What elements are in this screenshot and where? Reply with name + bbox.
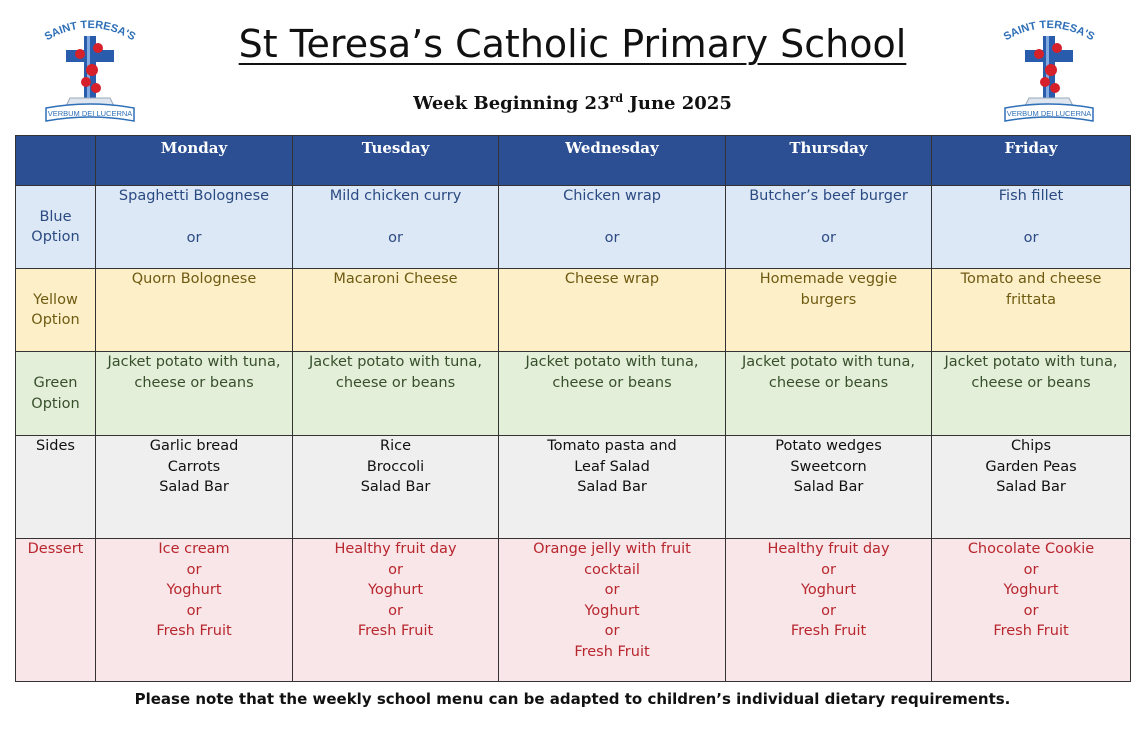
or-text: or bbox=[604, 623, 620, 639]
day-header: Tuesday bbox=[293, 136, 499, 186]
menu-cell bbox=[499, 269, 726, 352]
menu-cell bbox=[293, 539, 499, 682]
logo-motto-text: VERBUM DEI LUCERNA bbox=[47, 109, 133, 118]
dish: Tomato and cheese bbox=[960, 271, 1102, 287]
menu-cell bbox=[932, 352, 1131, 436]
row-label bbox=[16, 269, 96, 352]
dish: cheese or beans bbox=[552, 374, 672, 391]
dish: Mild chicken curry bbox=[329, 188, 462, 204]
menu-cell bbox=[726, 539, 932, 682]
logo-motto-text: VERBUM DEI LUCERNA bbox=[1006, 109, 1092, 118]
side-item: Salad Bar bbox=[996, 479, 1066, 495]
row-label-line: Option bbox=[31, 395, 80, 412]
row-label bbox=[16, 539, 96, 682]
dish: Spaghetti Bolognese bbox=[118, 188, 270, 204]
dessert-item: Yoghurt bbox=[166, 582, 222, 598]
row-label bbox=[16, 436, 96, 539]
row-label-line: Option bbox=[31, 229, 80, 245]
dish: cheese or beans bbox=[768, 374, 889, 391]
side-item: Salad Bar bbox=[793, 479, 864, 495]
logo-name-text: SAINT TERESA'S bbox=[42, 18, 138, 44]
side-item: Potato wedges bbox=[775, 438, 882, 454]
day-header: Monday bbox=[96, 136, 293, 186]
dish: Homemade veggie burgers bbox=[759, 271, 898, 308]
or-text: or bbox=[388, 602, 403, 619]
sides-row bbox=[16, 436, 1131, 539]
week-ordinal: rd bbox=[609, 92, 624, 105]
side-item: Salad Bar bbox=[159, 479, 229, 495]
row-label bbox=[16, 352, 96, 436]
side-item: Broccoli bbox=[366, 458, 425, 475]
day-header: Thursday bbox=[726, 136, 932, 186]
or-text: or bbox=[186, 561, 202, 578]
day-header-row bbox=[16, 136, 1131, 186]
dessert-item: Fresh Fruit bbox=[156, 623, 232, 639]
dessert-item: Orange jelly with fruit cocktail bbox=[533, 541, 691, 578]
menu-cell bbox=[932, 436, 1131, 539]
corner-cell bbox=[16, 136, 96, 186]
menu-table bbox=[15, 135, 1131, 682]
menu-cell bbox=[932, 269, 1131, 352]
row-label-line: Option bbox=[31, 312, 80, 328]
menu-cell bbox=[726, 269, 932, 352]
side-item: Rice bbox=[380, 438, 411, 454]
or-text: or bbox=[1023, 561, 1039, 578]
side-item: Leaf Salad bbox=[574, 458, 650, 475]
dish: Butcher’s beef burger bbox=[749, 188, 908, 204]
dessert-item: Fresh Fruit bbox=[357, 623, 434, 639]
side-item: Chips bbox=[1010, 438, 1052, 454]
dish: Jacket potato with tuna, bbox=[742, 354, 915, 370]
page-title bbox=[0, 22, 1145, 66]
week-heading bbox=[0, 92, 1145, 114]
or-text: or bbox=[821, 229, 836, 246]
menu-cell bbox=[293, 352, 499, 436]
or-text: or bbox=[1023, 602, 1039, 619]
menu-cell bbox=[726, 186, 932, 269]
row-label bbox=[16, 186, 96, 269]
green-option-row bbox=[16, 352, 1131, 436]
dish: Fish fillet bbox=[998, 188, 1064, 204]
row-label-line: Green bbox=[33, 375, 78, 391]
or-text: or bbox=[604, 582, 620, 598]
dietary-note: Please note that the weekly school menu can be adapted to children’s individual dietary requirements. bbox=[134, 690, 1011, 708]
day-header: Wednesday bbox=[499, 136, 726, 186]
week-prefix: Week Beginning 23 bbox=[413, 93, 610, 114]
week-suffix: June 2025 bbox=[623, 93, 732, 114]
or-text: or bbox=[388, 229, 403, 246]
menu-cell bbox=[932, 186, 1131, 269]
dessert-item: Chocolate Cookie bbox=[967, 541, 1095, 557]
or-text: or bbox=[388, 561, 403, 578]
dessert-item: Healthy fruit day bbox=[767, 541, 890, 557]
menu-cell bbox=[96, 352, 293, 436]
menu-cell bbox=[932, 539, 1131, 682]
or-text: or bbox=[821, 602, 836, 619]
dessert-item: Yoghurt bbox=[367, 582, 424, 598]
day-header: Friday bbox=[932, 136, 1131, 186]
row-label-line: Dessert bbox=[27, 541, 84, 557]
dessert-item: Yoghurt bbox=[584, 602, 640, 619]
or-text: or bbox=[1023, 229, 1039, 246]
or-text: or bbox=[186, 229, 202, 246]
menu-cell bbox=[726, 436, 932, 539]
side-item: Carrots bbox=[167, 458, 221, 475]
menu-cell bbox=[96, 186, 293, 269]
blue-option-row bbox=[16, 186, 1131, 269]
menu-cell bbox=[96, 269, 293, 352]
menu-cell bbox=[499, 352, 726, 436]
dish: Jacket potato with tuna, bbox=[309, 354, 482, 370]
side-item: Garlic bread bbox=[149, 438, 239, 454]
menu-cell bbox=[726, 352, 932, 436]
menu-cell bbox=[293, 186, 499, 269]
row-label-line: Yellow bbox=[33, 291, 78, 308]
dish: cheese or beans bbox=[134, 374, 254, 391]
row-label-line: Sides bbox=[36, 438, 75, 454]
dish: frittata bbox=[1006, 291, 1056, 308]
dessert-item: Fresh Fruit bbox=[993, 623, 1069, 639]
yellow-option-row bbox=[16, 269, 1131, 352]
dessert-item: Ice cream bbox=[158, 541, 230, 557]
or-text: or bbox=[821, 561, 836, 578]
menu-cell bbox=[293, 269, 499, 352]
dish: Quorn Bolognese bbox=[131, 271, 257, 287]
dish: Cheese wrap bbox=[564, 271, 660, 287]
side-item: Garden Peas bbox=[985, 458, 1077, 475]
menu-cell bbox=[96, 436, 293, 539]
dish: Jacket potato with tuna, bbox=[107, 354, 281, 370]
or-text: or bbox=[604, 229, 620, 246]
row-label-line: Blue bbox=[39, 208, 72, 225]
menu-cell bbox=[499, 436, 726, 539]
dessert-item: Fresh Fruit bbox=[790, 623, 867, 639]
side-item: Salad Bar bbox=[360, 479, 431, 495]
menu-cell bbox=[96, 539, 293, 682]
dish: Chicken wrap bbox=[563, 188, 661, 204]
side-item: Sweetcorn bbox=[790, 458, 867, 475]
dish: Jacket potato with tuna, bbox=[525, 354, 699, 370]
page-title-text: St Teresa’s Catholic Primary School bbox=[238, 22, 907, 66]
dessert-row bbox=[16, 539, 1131, 682]
dessert-item: Yoghurt bbox=[1003, 582, 1059, 598]
dessert-item: Yoghurt bbox=[800, 582, 857, 598]
dish: Macaroni Cheese bbox=[333, 271, 458, 287]
dish: cheese or beans bbox=[335, 374, 456, 391]
side-item: Salad Bar bbox=[577, 479, 647, 495]
menu-cell bbox=[293, 436, 499, 539]
menu-cell bbox=[499, 186, 726, 269]
dessert-item: Fresh Fruit bbox=[574, 643, 650, 660]
dish: Jacket potato with tuna, bbox=[944, 354, 1118, 370]
logo-name-text: SAINT TERESA'S bbox=[1001, 18, 1097, 44]
or-text: or bbox=[186, 602, 202, 619]
side-item: Tomato pasta and bbox=[547, 438, 677, 454]
dish: cheese or beans bbox=[971, 374, 1091, 391]
dessert-item: Healthy fruit day bbox=[334, 541, 457, 557]
menu-cell bbox=[499, 539, 726, 682]
